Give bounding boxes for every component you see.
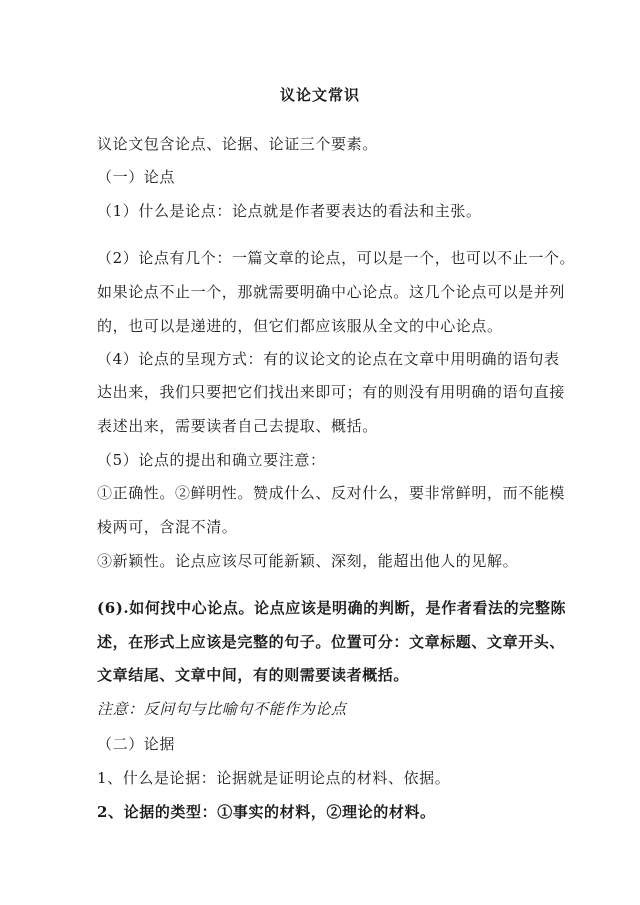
bold-paragraph-line: (6).如何找中心论点。论点应该是明确的判断，是作者看法的完整陈	[97, 599, 567, 617]
intro-line: 议论文包含论点、论据、论证三个要素。	[97, 135, 378, 153]
bold-paragraph-line: 述，在形式上应该是完整的句子。位置可分：文章标题、文章开头、	[97, 633, 566, 651]
page-title: 议论文常识	[279, 86, 360, 104]
paragraph-line: 达出来，我们只要把它们找出来即可；有的则没有用明确的语句直接	[97, 383, 566, 401]
section-heading-evidence: （二）论据	[97, 735, 176, 753]
section-heading-thesis: （一）论点	[97, 168, 176, 186]
paragraph-line: 的，也可以是递进的，但它们都应该服从全文的中心论点。	[97, 317, 503, 335]
paragraph-line: 棱两可，含混不清。	[97, 518, 238, 536]
paragraph-line: （1）什么是论点：论点就是作者要表达的看法和主张。	[97, 202, 482, 220]
paragraph-line: （2）论点有几个：一篇文章的论点，可以是一个，也可以不止一个。	[97, 249, 576, 267]
paragraph-line: 1、什么是论据：论据就是证明论点的材料、依据。	[97, 769, 451, 787]
bold-paragraph-line: 文章结尾、文章中间，有的则需要读者概括。	[97, 666, 410, 684]
paragraph-line: 如果论点不止一个，那就需要明确中心论点。这几个论点可以是并列	[97, 283, 566, 301]
note-line: 注意：反问句与比喻句不能作为论点	[97, 700, 347, 718]
paragraph-line: 表述出来，需要读者自己去提取、概括。	[97, 417, 378, 435]
paragraph-line: ③新颖性。论点应该尽可能新颖、深刻，能超出他人的见解。	[97, 552, 519, 570]
paragraph-line: （4）论点的呈现方式：有的议论文的论点在文章中用明确的语句表	[97, 350, 560, 368]
paragraph-line: ①正确性。②鲜明性。赞成什么、反对什么，要非常鲜明，而不能模	[97, 484, 566, 502]
bold-paragraph-line: 2、论据的类型：①事实的材料，②理论的材料。	[97, 803, 436, 821]
paragraph-line: （5）论点的提出和确立要注意：	[97, 451, 326, 469]
